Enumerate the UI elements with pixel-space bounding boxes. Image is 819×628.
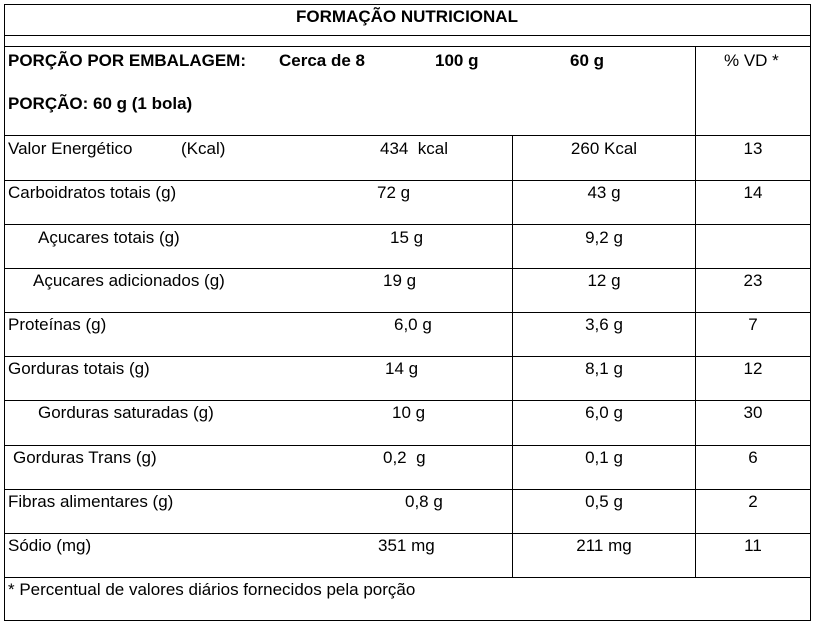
nutrient-name: Valor Energético bbox=[8, 139, 133, 158]
value-per-100g: 15 g bbox=[390, 228, 424, 247]
row-divider bbox=[4, 135, 811, 136]
footnote: * Percentual de valores diários fornecidos pela porção bbox=[8, 580, 416, 599]
value-per-100g: 0,8 g bbox=[405, 492, 443, 511]
value-per-100g: 19 g bbox=[383, 271, 417, 290]
value-per-100g: 434 kcal bbox=[380, 139, 449, 158]
daily-value: 2 bbox=[748, 492, 758, 511]
row-divider bbox=[4, 180, 811, 181]
nutrient-name: Gorduras totais (g) bbox=[8, 359, 150, 378]
row-divider bbox=[4, 445, 811, 446]
column-divider bbox=[512, 135, 513, 577]
value-per-100g: 351 mg bbox=[378, 536, 435, 555]
value-per-60g: 43 g bbox=[587, 183, 621, 202]
value-per-60g: 3,6 g bbox=[585, 315, 623, 334]
portion-per-package-label: PORÇÃO POR EMBALAGEM: bbox=[8, 51, 246, 70]
column-header-60g: 60 g bbox=[570, 51, 605, 70]
column-divider bbox=[695, 46, 696, 577]
daily-value: 13 bbox=[743, 139, 763, 158]
daily-value: 23 bbox=[743, 271, 763, 290]
value-per-100g: 14 g bbox=[385, 359, 419, 378]
value-per-60g: 0,5 g bbox=[585, 492, 623, 511]
value-per-60g: 0,1 g bbox=[585, 448, 623, 467]
daily-value: 6 bbox=[748, 448, 758, 467]
daily-value: 11 bbox=[744, 536, 762, 555]
row-divider bbox=[4, 533, 811, 534]
nutrient-name: Gorduras Trans (g) bbox=[13, 448, 157, 467]
portion-per-package-value: Cerca de 8 bbox=[279, 51, 365, 70]
value-per-60g: 6,0 g bbox=[585, 403, 623, 422]
nutrient-name: Gorduras saturadas (g) bbox=[38, 403, 214, 422]
row-divider bbox=[4, 577, 811, 578]
row-divider bbox=[4, 35, 811, 36]
value-per-60g: 8,1 g bbox=[585, 359, 623, 378]
value-per-60g: 211 mg bbox=[576, 536, 632, 555]
value-per-100g: 72 g bbox=[377, 183, 411, 202]
value-per-60g: 12 g bbox=[587, 271, 621, 290]
nutrient-name: Sódio (mg) bbox=[8, 536, 92, 555]
daily-value: 30 bbox=[743, 403, 763, 422]
nutrient-name: Açucares adicionados (g) bbox=[33, 271, 225, 290]
column-header-vd: % VD * bbox=[724, 51, 779, 70]
row-divider bbox=[4, 400, 811, 401]
value-per-100g: 0,2 g bbox=[383, 448, 426, 467]
nutrient-name: Carboidratos totais (g) bbox=[8, 183, 177, 202]
row-divider bbox=[4, 224, 811, 225]
table-title: FORMAÇÃO NUTRICIONAL bbox=[296, 7, 518, 26]
daily-value: 7 bbox=[748, 315, 758, 334]
value-per-100g: 10 g bbox=[392, 403, 426, 422]
row-divider bbox=[4, 268, 811, 269]
row-divider bbox=[4, 46, 811, 47]
nutrient-name: Fibras alimentares (g) bbox=[8, 492, 174, 511]
row-divider bbox=[4, 356, 811, 357]
daily-value: 12 bbox=[743, 359, 763, 378]
row-divider bbox=[4, 312, 811, 313]
nutrient-name: Proteínas (g) bbox=[8, 315, 107, 334]
nutrient-name: Açucares totais (g) bbox=[38, 228, 180, 247]
row-divider bbox=[4, 489, 811, 490]
daily-value: 14 bbox=[743, 183, 763, 202]
nutrient-unit: (Kcal) bbox=[181, 139, 226, 158]
value-per-60g: 9,2 g bbox=[585, 228, 623, 247]
portion-label: PORÇÃO: 60 g (1 bola) bbox=[8, 94, 193, 113]
value-per-60g: 260 Kcal bbox=[570, 139, 638, 158]
value-per-100g: 6,0 g bbox=[394, 315, 432, 334]
column-header-100g: 100 g bbox=[435, 51, 479, 70]
